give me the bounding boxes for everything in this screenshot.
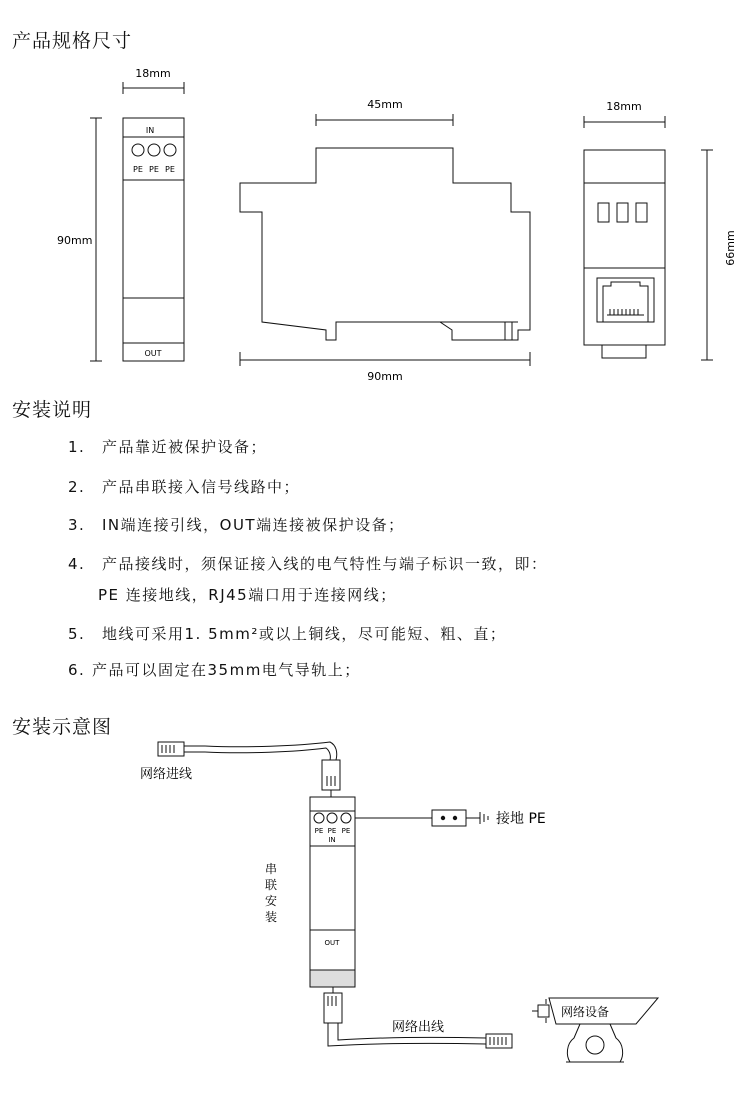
network-out-cable <box>324 987 512 1048</box>
install-step-6 <box>68 659 361 680</box>
install-step-3 <box>68 514 405 535</box>
step-text: 产品串联接入信号线路中； <box>102 478 301 496</box>
series-install-char-1: 串 <box>264 862 278 876</box>
step-text: IN端连接引线，OUT端连接被保护设备； <box>102 516 405 534</box>
front-width-label: 18mm <box>135 67 171 80</box>
device-pe-label-1: PE <box>314 827 324 835</box>
spd-device <box>310 797 355 987</box>
front-view-drawing <box>90 82 184 361</box>
step-number: 4. <box>68 555 86 573</box>
device-pe-label-2: PE <box>327 827 337 835</box>
side-view-drawing <box>240 114 530 366</box>
step-number: 6. <box>68 661 86 679</box>
step-text: 产品可以固定在35mm电气导轨上； <box>92 661 361 679</box>
front-in-label: IN <box>145 126 155 135</box>
end-height-label: 66mm <box>724 230 737 266</box>
side-top-width-label: 45mm <box>367 98 403 111</box>
front-height-label: 90mm <box>57 234 93 247</box>
ground-terminal-dot <box>441 816 445 820</box>
rj45-pins <box>610 309 638 315</box>
front-pe-label-2: PE <box>149 165 159 174</box>
install-step-5 <box>68 623 506 644</box>
section-title-dimensions: 产品规格尺寸 <box>12 30 133 52</box>
end-width-label: 18mm <box>606 100 642 113</box>
network-in-label: 网络进线 <box>140 767 193 782</box>
step-number: 3. <box>68 516 86 534</box>
device-base <box>310 970 355 987</box>
front-out-label: OUT <box>144 349 162 358</box>
device-pe-label-3: PE <box>341 827 351 835</box>
ground-terminal-dot <box>453 816 457 820</box>
ground-wire <box>355 810 488 826</box>
section-title-diagram: 安装示意图 <box>12 716 113 738</box>
ground-pe-label: 接地 PE <box>496 811 546 827</box>
series-install-char-4: 装 <box>264 910 278 924</box>
front-pe-label-3: PE <box>165 165 175 174</box>
step-number: 2. <box>68 478 86 496</box>
dimension-drawings <box>0 60 750 390</box>
step-text: 产品接线时，须保证接入线的电气特性与端子标识一致，即： <box>102 555 548 573</box>
network-out-label: 网络出线 <box>392 1020 445 1035</box>
device-in-label: IN <box>328 836 336 844</box>
device-out-label: OUT <box>324 939 340 947</box>
install-step-2 <box>68 476 300 497</box>
series-install-char-3: 安 <box>264 894 278 908</box>
step-text: 地线可采用1. 5mm²或以上铜线，尽可能短、粗、直； <box>102 625 507 643</box>
step-number: 5. <box>68 625 86 643</box>
end-view-drawing <box>584 116 713 360</box>
install-step-1 <box>68 436 267 457</box>
install-step-4 <box>68 553 548 574</box>
step-number: 1. <box>68 438 86 456</box>
installation-diagram <box>0 730 750 1095</box>
step-text: 产品靠近被保护设备； <box>102 438 268 456</box>
series-install-char-2: 联 <box>264 878 278 892</box>
section-title-install: 安装说明 <box>12 399 93 421</box>
front-pe-label-1: PE <box>133 165 143 174</box>
side-bottom-width-label: 90mm <box>367 370 403 383</box>
network-equipment-label: 网络设备 <box>561 1005 610 1019</box>
install-step-4-continued: PE 连接地线，RJ45端口用于连接网线； <box>98 586 397 604</box>
